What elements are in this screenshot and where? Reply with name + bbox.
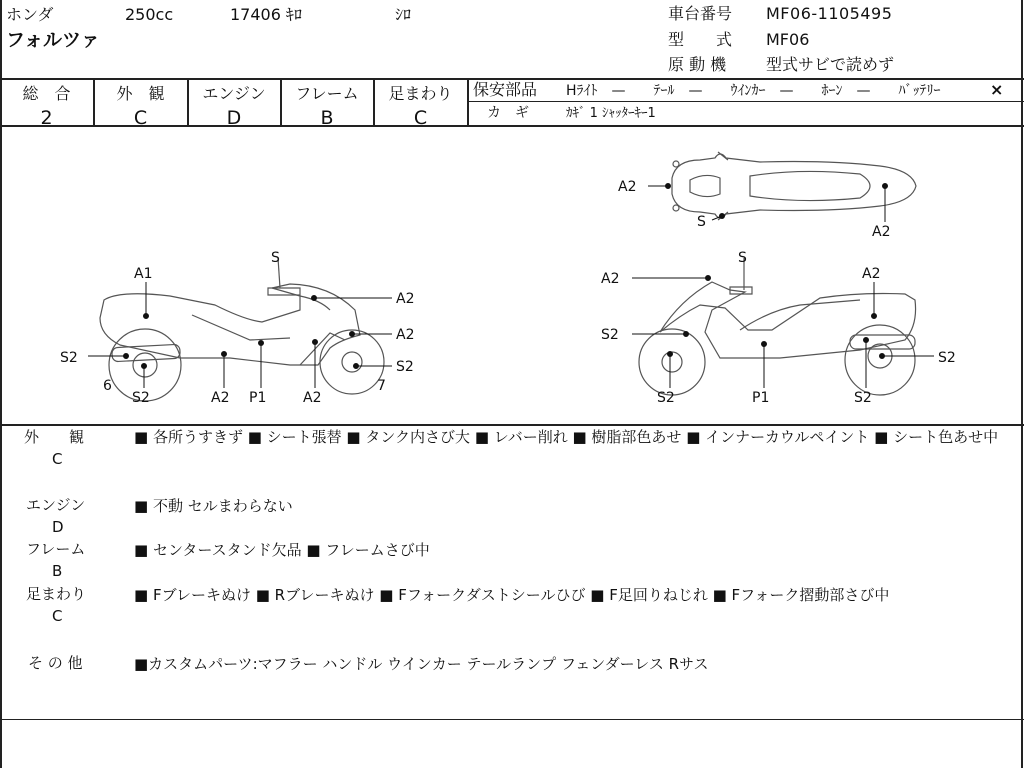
grade-cell-engine xyxy=(188,80,280,129)
grade-label: フレーム xyxy=(295,84,359,103)
type-label: 型 式 xyxy=(668,30,733,49)
grade-label: 足まわり xyxy=(388,84,453,103)
diagram-label: A2 xyxy=(396,327,415,343)
safety-items: Hﾗｲﾄ — ﾃｰﾙ — ｳｲﾝｶｰ — ﾎｰﾝ — ﾊﾞｯﾃﾘｰ xyxy=(566,83,941,99)
damage-diagram xyxy=(0,127,1020,423)
grade-label: エンジン xyxy=(202,84,266,103)
mileage: 17406 ｷﾛ xyxy=(230,5,302,24)
note-label: 外 観 xyxy=(24,428,85,446)
diagram-label: S xyxy=(271,250,280,266)
chassis-label: 車台番号 xyxy=(668,4,733,23)
grade-value: B xyxy=(320,107,334,129)
diagram-label: S xyxy=(738,250,747,266)
diagram-label: S2 xyxy=(938,350,956,366)
diagram-label: P1 xyxy=(249,390,267,406)
note-grade: C xyxy=(52,450,63,468)
note-engine xyxy=(0,494,1021,534)
safety-label: 保安部品 xyxy=(473,80,538,99)
key-label: カ ギ xyxy=(487,105,529,121)
diagram-label: A2 xyxy=(618,179,637,195)
grade-cell-exterior xyxy=(94,80,187,129)
model-name: フォルツァ xyxy=(6,29,100,51)
scooter-top-view xyxy=(672,152,916,220)
diagram-label: S2 xyxy=(132,390,150,406)
displacement: 250cc xyxy=(125,5,174,24)
battery-mark: × xyxy=(990,80,1004,99)
diagram-label: A2 xyxy=(862,266,881,282)
diagram-label: A1 xyxy=(134,266,153,282)
diagram-label: S2 xyxy=(396,359,414,375)
note-label: フレーム xyxy=(26,540,86,558)
grade-cell-frame xyxy=(281,80,373,129)
cell-divider xyxy=(467,78,469,125)
diagram-label: S2 xyxy=(657,390,675,406)
diagram-label: S2 xyxy=(60,350,78,366)
note-other xyxy=(0,652,1021,712)
note-frame xyxy=(0,538,1021,578)
diagram-label: 6 xyxy=(103,378,112,394)
note-text: ■ センタースタンド欠品 ■ フレームさび中 xyxy=(134,541,430,559)
grade-value: D xyxy=(226,107,242,129)
diagram-label: 7 xyxy=(377,378,386,394)
grade-cell-overall xyxy=(0,80,93,129)
note-suspension xyxy=(0,583,1021,643)
chassis-number: MF06-1105495 xyxy=(766,4,893,23)
note-grade: B xyxy=(52,562,63,580)
header-section xyxy=(0,0,1024,78)
diagram-label: A2 xyxy=(396,291,415,307)
divider xyxy=(468,101,1024,102)
note-label: エンジン xyxy=(26,496,86,514)
note-label: 足まわり xyxy=(26,585,87,603)
note-grade: D xyxy=(52,518,64,536)
grade-value: C xyxy=(413,107,428,129)
divider xyxy=(0,719,1024,720)
diagram-label: S2 xyxy=(601,327,619,343)
color: ｼﾛ xyxy=(395,5,412,24)
diagram-label: S xyxy=(697,214,706,230)
note-text: ■ Fブレーキぬけ ■ Rブレーキぬけ ■ Fフォークダストシールひび ■ F足回りねじれ ■ Fフォーク摺動部さび中 xyxy=(134,586,890,604)
grade-label: 総 合 xyxy=(22,84,71,103)
engine-label: 原 動 機 xyxy=(668,55,727,74)
key-value: ｶｷﾞ 1 ｼｬｯﾀｰｷｰ1 xyxy=(566,106,656,121)
diagram-label: P1 xyxy=(752,390,770,406)
note-text: ■カスタムパーツ:マフラー ハンドル ウインカー テールランプ フェンダーレス Rサス xyxy=(134,655,709,673)
type-value: MF06 xyxy=(766,30,810,49)
note-text: ■ 各所うすきず ■ シート張替 ■ タンク内さび大 ■ レバー削れ ■ 樹脂部色あせ ■ インナーカウルペイント ■ シート色あせ中 xyxy=(134,428,999,446)
note-label: そ の 他 xyxy=(28,654,83,672)
diagram-label: A2 xyxy=(601,271,620,287)
note-grade: C xyxy=(52,607,63,625)
grade-label: 外 観 xyxy=(116,84,165,103)
engine-value: 型式サビで読めず xyxy=(766,55,895,74)
note-exterior xyxy=(0,426,1021,490)
diagram-label: A2 xyxy=(303,390,322,406)
border-right xyxy=(1021,0,1023,768)
maker: ホンダ xyxy=(6,5,54,24)
grade-cell-suspension xyxy=(374,80,467,129)
diagram-label: A2 xyxy=(211,390,230,406)
diagram-label: A2 xyxy=(872,224,891,240)
grade-value: C xyxy=(133,107,148,129)
note-text: ■ 不動 セルまわらない xyxy=(134,497,293,515)
diagram-label: S2 xyxy=(854,390,872,406)
grade-value: 2 xyxy=(40,107,53,129)
